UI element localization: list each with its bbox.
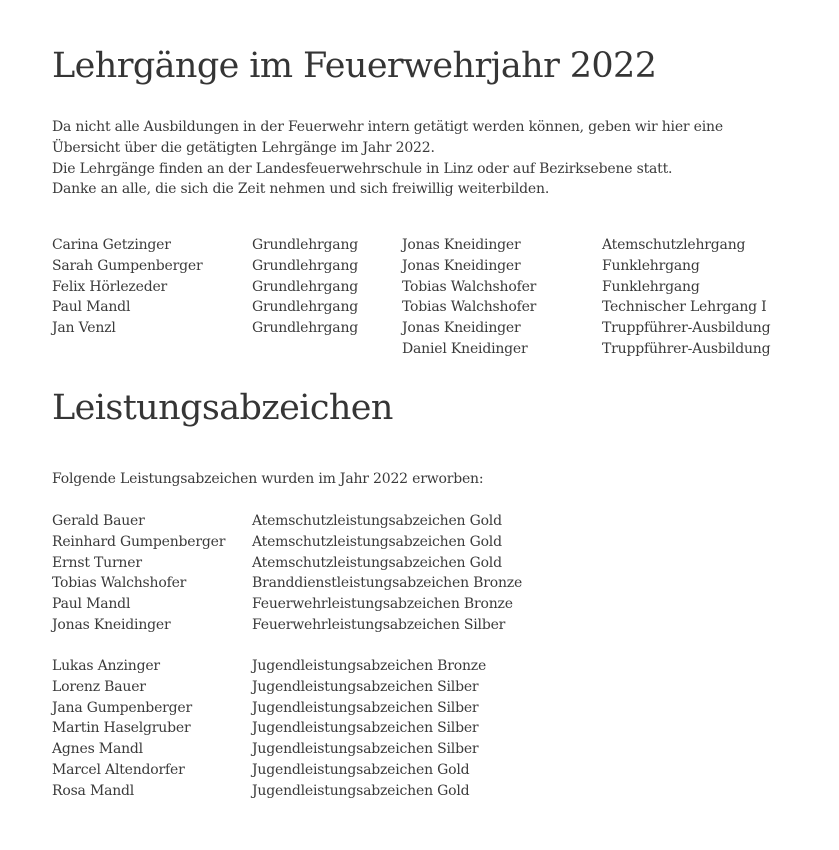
intro-line: Übersicht über die getätigten Lehrgänge im Jahr 2022. (52, 139, 435, 156)
course-name: Grundlehrgang (252, 278, 359, 295)
badge-row (52, 615, 572, 636)
participant-name: Jonas Kneidinger (402, 257, 521, 274)
recipient-name: Rosa Mandl (52, 782, 135, 799)
badge-row (52, 656, 572, 677)
badge-row (52, 718, 572, 739)
badge-row (52, 573, 572, 594)
course-row (52, 339, 822, 360)
participant-name: Felix Hörlezeder (52, 278, 168, 295)
badge-name: Jugendleistungsabzeichen Bronze (252, 658, 487, 674)
badge-name: Feuerwehrleistungsabzeichen Bronze (252, 596, 513, 613)
participant-name: Sarah Gumpenberger (52, 257, 203, 274)
badge-row (52, 781, 572, 802)
badge-name: Feuerwehrleistungsabzeichen Silber (252, 616, 506, 633)
recipient-name: Jonas Kneidinger (52, 616, 171, 633)
recipient-name: Jana Gumpenberger (52, 699, 192, 716)
recipient-name: Gerald Bauer (52, 513, 145, 529)
course-list (52, 235, 822, 360)
badge-list-youth (52, 656, 572, 802)
participant-name: Tobias Walchshofer (402, 299, 537, 316)
recipient-name: Lorenz Bauer (52, 678, 146, 695)
participant-name: Jonas Kneidinger (402, 320, 521, 337)
badges-intro: Folgende Leistungsabzeichen wurden im Jahr 2022 erworben: (52, 471, 484, 487)
badge-name: Jugendleistungsabzeichen Silber (252, 720, 479, 737)
badge-name: Jugendleistungsabzeichen Silber (252, 741, 479, 758)
intro-line: Da nicht alle Ausbildungen in der Feuerwehr intern getätigt werden können, geben wir hier eine (52, 119, 723, 135)
recipient-name: Tobias Walchshofer (52, 575, 187, 592)
recipient-name: Ernst Turner (52, 554, 142, 571)
badge-name: Jugendleistungsabzeichen Gold (252, 761, 470, 778)
intro-paragraph (52, 117, 723, 200)
badge-row (52, 698, 572, 719)
badge-row (52, 739, 572, 760)
participant-name: Carina Getzinger (52, 237, 171, 253)
participant-name (52, 339, 252, 360)
recipient-name: Reinhard Gumpenberger (52, 533, 226, 550)
badge-list-general (52, 511, 572, 636)
page-title: Lehrgänge im Feuerwehrjahr 2022 (52, 46, 657, 86)
badge-name: Jugendleistungsabzeichen Gold (252, 782, 470, 799)
participant-name: Jan Venzl (52, 320, 116, 337)
course-name: Truppführer-Ausbildung (602, 340, 771, 357)
course-name: Truppführer-Ausbildung (602, 320, 771, 337)
participant-name: Jonas Kneidinger (402, 237, 521, 253)
course-row (52, 277, 822, 298)
recipient-name: Paul Mandl (52, 596, 131, 613)
recipient-name: Martin Haselgruber (52, 720, 191, 737)
badge-row (52, 553, 572, 574)
recipient-name: Agnes Mandl (52, 741, 143, 758)
course-name (252, 339, 402, 360)
badge-row (52, 532, 572, 553)
participant-name: Tobias Walchshofer (402, 278, 537, 295)
badge-name: Atemschutzleistungsabzeichen Gold (252, 533, 502, 550)
course-name: Grundlehrgang (252, 299, 359, 316)
recipient-name: Marcel Altendorfer (52, 761, 185, 778)
intro-line: Danke an alle, die sich die Zeit nehmen und sich freiwillig weiterbilden. (52, 181, 550, 198)
course-name: Atemschutzlehrgang (602, 237, 746, 253)
course-name: Funklehrgang (602, 278, 700, 295)
course-row (52, 318, 822, 339)
badge-name: Atemschutzleistungsabzeichen Gold (252, 554, 502, 571)
badge-row (52, 760, 572, 781)
badge-name: Branddienstleistungsabzeichen Bronze (252, 575, 523, 592)
course-name: Funklehrgang (602, 257, 700, 274)
course-name: Grundlehrgang (252, 237, 359, 253)
section-title-badges: Leistungsabzeichen (52, 388, 393, 428)
course-row (52, 256, 822, 277)
course-name: Grundlehrgang (252, 320, 359, 337)
intro-line: Die Lehrgänge finden an der Landesfeuerwehrschule in Linz oder auf Bezirksebene statt. (52, 160, 673, 177)
course-name: Grundlehrgang (252, 257, 359, 274)
badge-row (52, 677, 572, 698)
course-name: Technischer Lehrgang I (602, 299, 767, 316)
participant-name: Daniel Kneidinger (402, 340, 528, 357)
badge-row (52, 511, 572, 532)
recipient-name: Lukas Anzinger (52, 658, 160, 674)
participant-name: Paul Mandl (52, 299, 131, 316)
badge-name: Jugendleistungsabzeichen Silber (252, 699, 479, 716)
badge-name: Atemschutzleistungsabzeichen Gold (252, 513, 502, 529)
badge-name: Jugendleistungsabzeichen Silber (252, 678, 479, 695)
course-row (52, 297, 822, 318)
badge-row (52, 594, 572, 615)
course-row (52, 235, 822, 256)
